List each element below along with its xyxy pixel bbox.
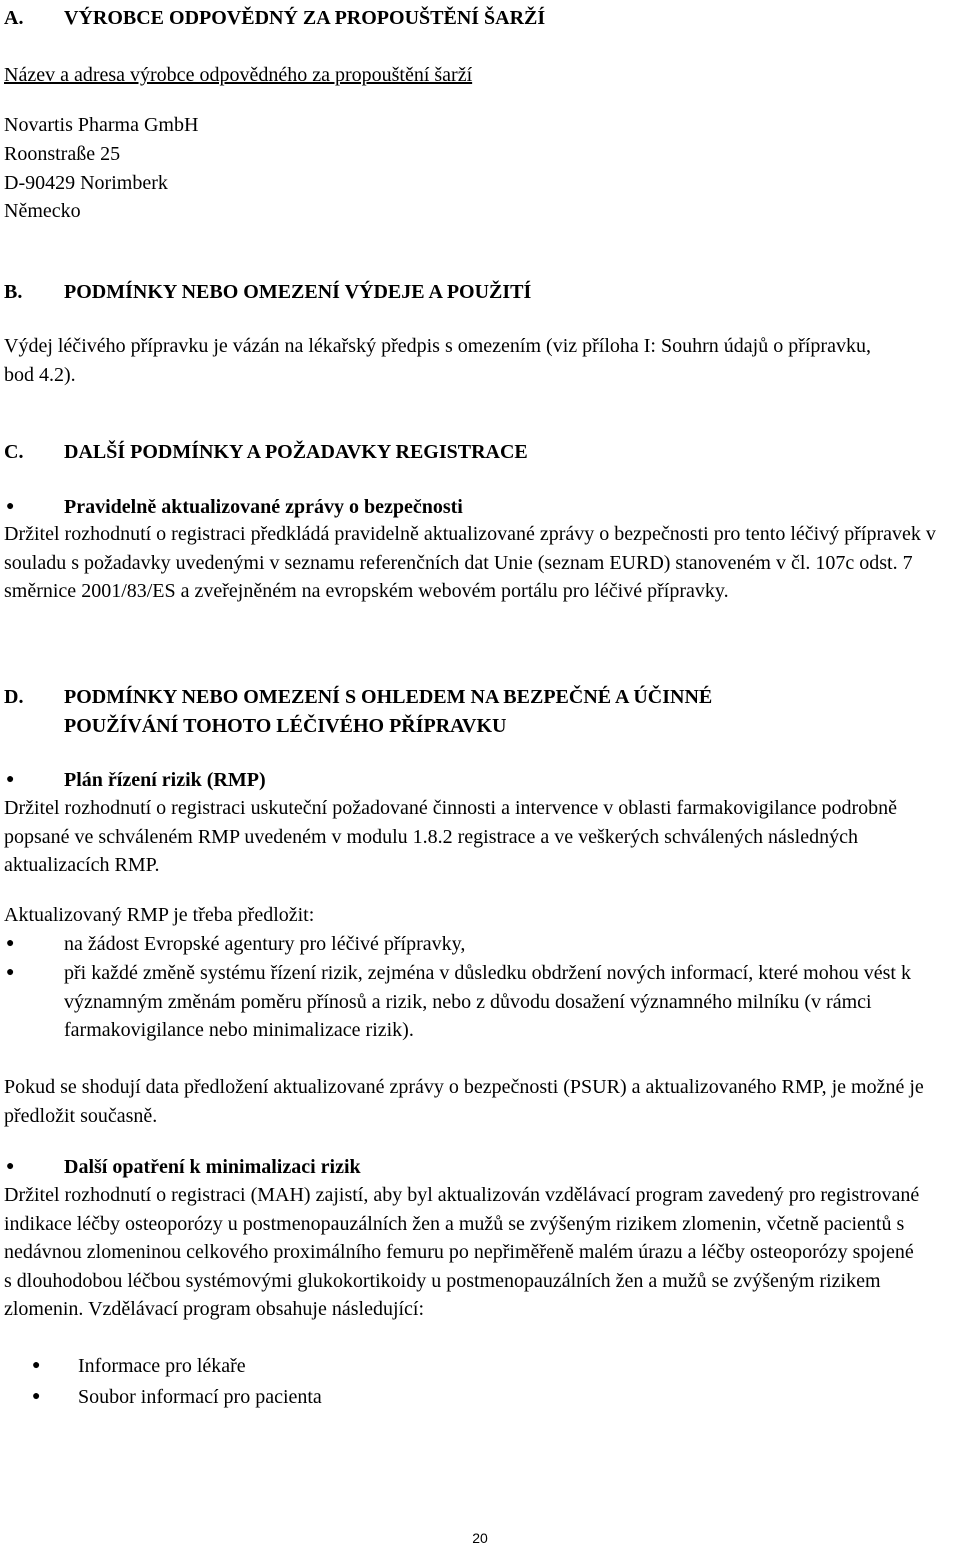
risk-minimisation-title: Další opatření k minimalizaci rizik (64, 1156, 361, 1178)
psur-bullet (4, 493, 956, 522)
bullet-icon: ● (32, 1358, 41, 1373)
risk-minimisation-bullet (4, 1153, 956, 1182)
rmp-bullet (4, 766, 956, 795)
section-b-title: PODMÍNKY NEBO OMEZENÍ VÝDEJE A POUŽITÍ (64, 281, 532, 303)
page-number: 20 (472, 1530, 488, 1546)
section-c-text: Držitel rozhodnutí o registraci předkládá pravidelně aktualizované zprávy o bezpečnosti pro tento léčivý přípravek v souladu s požadavky uvedenými v seznamu referenčních dat Unie (seznam EURD) stanoveném v čl. 107c odst. 7 směrnice 2001/83/ES a zveřejněném na evropském webovém portálu pro léčivé přípravky. (4, 523, 936, 602)
program-item (4, 1383, 956, 1412)
bullet-icon: ● (6, 965, 15, 980)
section-c-heading (4, 438, 956, 467)
rmp-title: Plán řízení rizik (RMP) (64, 769, 266, 791)
program-item-text: Soubor informací pro pacienta (78, 1386, 322, 1408)
section-d-title (64, 683, 956, 740)
program-item-text: Informace pro lékaře (78, 1355, 246, 1377)
address-line: Německo (4, 200, 81, 222)
bullet-icon: ● (6, 936, 15, 951)
section-d-title-line1: PODMÍNKY NEBO OMEZENÍ S OHLEDEM NA BEZPEČNÉ A ÚČINNÉ (64, 686, 713, 708)
bullet-icon: ● (6, 1159, 15, 1174)
section-d-heading (4, 683, 956, 740)
section-c-letter: C. (4, 441, 24, 463)
section-b-heading (4, 278, 956, 307)
program-item (4, 1352, 956, 1381)
rmp-update-item (4, 959, 956, 1045)
rmp-update-intro: Aktualizovaný RMP je třeba předložit: (4, 904, 315, 926)
address-line: Roonstraße 25 (4, 143, 121, 165)
section-b-text: Výdej léčivého přípravku je vázán na lékařský předpis s omezením (viz příloha I: Souhrn údajů o přípravku, bod 4.2). (4, 335, 871, 386)
psur-rmp-text: Pokud se shodují data předložení aktualizované zprávy o bezpečnosti (PSUR) a aktualizovaného RMP, je možné je předložit současně. (4, 1076, 924, 1127)
bullet-icon: ● (6, 772, 15, 787)
rmp-update-item (4, 930, 956, 959)
address-line: Novartis Pharma GmbH (4, 114, 199, 136)
bullet-icon: ● (32, 1389, 41, 1404)
psur-title: Pravidelně aktualizované zprávy o bezpečnosti (64, 496, 463, 518)
section-c-title: DALŠÍ PODMÍNKY A POŽADAVKY REGISTRACE (64, 441, 528, 463)
address-line: D-90429 Norimberk (4, 172, 168, 194)
section-d-title-line2: POUŽÍVÁNÍ TOHOTO LÉČIVÉHO PŘÍPRAVKU (64, 714, 507, 737)
section-d-letter: D. (4, 686, 24, 708)
section-b-letter: B. (4, 281, 23, 303)
rmp-update-item-text: na žádost Evropské agentury pro léčivé přípravky, (64, 933, 466, 955)
risk-minimisation-text: Držitel rozhodnutí o registraci (MAH) zajistí, aby byl aktualizován vzdělávací program zavedený pro registrované indikace léčby osteoporózy u postmenopauzálních žen a mužů se zvýšeným rizikem zlomenin, včetně pacientů s nedávnou zlomeninou celkového proximálního femuru po nepřiměřeně malém úrazu a léčby osteoporózy spojené s dlouhodobou léčbou systémovými glukokortikoidy u postmenopauzálních žen a mužů se zvýšeným rizikem zlomenin. Vzdělávací program obsahuje následující: (4, 1184, 920, 1320)
rmp-update-item-text: při každé změně systému řízení rizik, zejména v důsledku obdržení nových informací, které mohou vést k významným změnám poměru přínosů a rizik, nebo z důvodu dosažení významného milníku (v rámci farmakovigilance nebo minimalizace rizik). (64, 962, 911, 1041)
rmp-text: Držitel rozhodnutí o registraci uskuteční požadované činnosti a intervence v oblasti farmakovigilance podrobně popsané ve schváleném RMP uvedeném v modulu 1.8.2 registrace a ve veškerých schválených následných aktualizacích RMP. (4, 797, 898, 876)
section-a-heading (4, 4, 956, 33)
bullet-icon: ● (6, 499, 15, 514)
section-a-letter: A. (4, 7, 24, 29)
section-a-title: VÝROBCE ODPOVĚDNÝ ZA PROPOUŠTĚNÍ ŠARŽÍ (64, 7, 546, 29)
manufacturer-subheading: Název a adresa výrobce odpovědného za propouštění šarží (4, 64, 473, 86)
